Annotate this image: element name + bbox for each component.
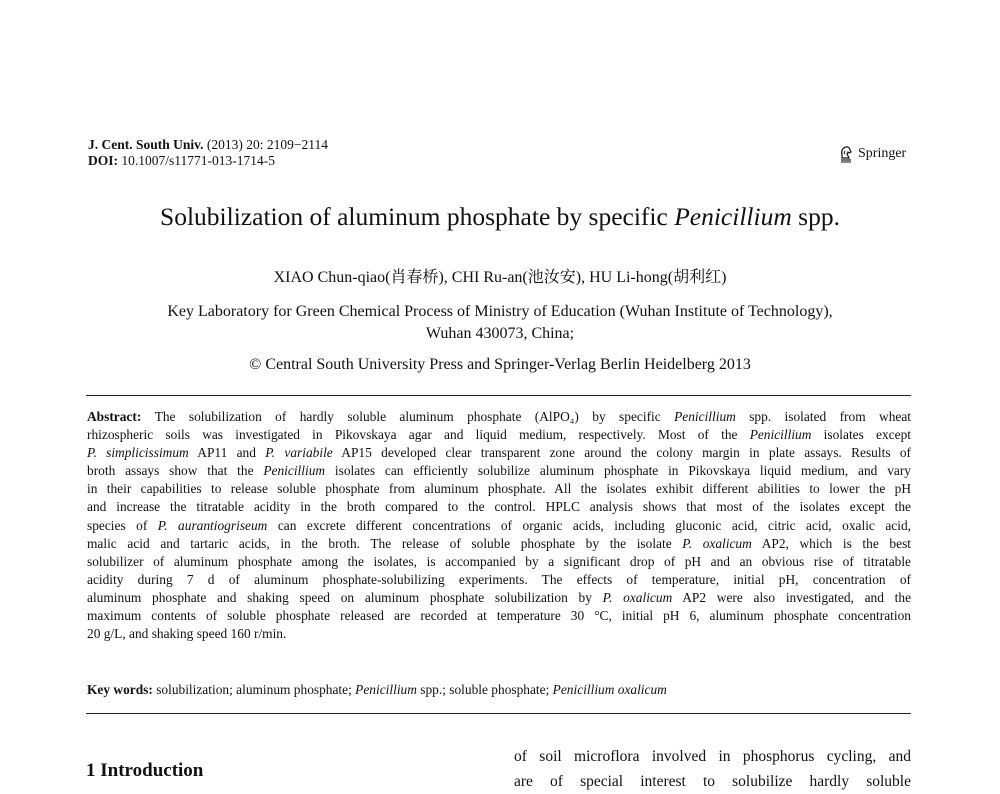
keywords-line: Key words: solubilization; aluminum phosphate; Penicillium spp.; soluble phosphate; Penicillium oxalicum: [87, 682, 667, 697]
right-column-text: [514, 744, 911, 794]
abstract-label: Abstract:: [87, 409, 155, 424]
copyright-notice: © Central South University Press and Springer-Verlag Berlin Heidelberg 2013: [249, 356, 751, 373]
abstract-block: [87, 408, 911, 643]
abstract-line: acidity during 7 d of aluminum phosphate-solubilizing experiments. The effects of temperature, initial pH, concentration of: [87, 571, 911, 587]
body-text-line: of soil microflora involved in phosphorus cycling, and: [514, 748, 911, 765]
journal-citation: [88, 137, 328, 169]
abstract-line: maximum contents of soluble phosphate released are recorded at temperature 30 °C, initial pH 6, aluminum phosphate concentration: [87, 608, 911, 624]
bottom-divider: [86, 713, 911, 714]
affiliation-line-1: Key Laboratory for Green Chemical Process of Ministry of Education (Wuhan Institute of Technology),: [167, 303, 833, 320]
paper-title: Solubilization of aluminum phosphate by specific Penicillium spp.: [160, 202, 840, 231]
journal-name: J. Cent. South Univ.: [88, 137, 204, 152]
springer-knight-icon: [838, 145, 854, 163]
doi-value[interactable]: 10.1007/s11771-013-1714-5: [121, 153, 275, 168]
doi-line: [88, 153, 328, 169]
publisher-logo: [838, 145, 906, 163]
section-heading-introduction: 1 Introduction: [86, 760, 204, 781]
top-divider: [86, 395, 911, 396]
abstract-line: rhizospheric soils was investigated in Pikovskaya agar and liquid medium, respectively. Most of the Penicillium isolates except: [87, 427, 911, 443]
abstract-line: 20 g/L, and shaking speed 160 r/min.: [87, 626, 287, 642]
journal-issue-line: [88, 137, 328, 153]
abstract-line: P. simplicissimum AP11 and P. variabile AP15 developed clear transparent zone around the colony margin in plate assays. Results of: [87, 445, 911, 461]
keywords-label: Key words:: [87, 682, 157, 697]
abstract-line: Abstract: The solubilization of hardly soluble aluminum phosphate (AlPO₄) by specific Penicillium spp. isolated from wheat: [87, 409, 911, 424]
journal-issue: (2013) 20: 2109−2114: [206, 137, 329, 152]
abstract-line: in their capabilities to release soluble phosphate from aluminum phosphate. All the isolates exhibit different abilities to lower the pH: [87, 481, 911, 497]
affiliation-line-2: Wuhan 430073, China;: [425, 325, 575, 342]
publisher-name: Springer: [858, 146, 907, 161]
abstract-line: malic acid and tartaric acids, in the broth. The release of soluble phosphate by the isolate P. oxalicum AP2, which is the best: [87, 535, 911, 551]
abstract-line: species of P. aurantiogriseum can excrete different concentrations of organic acids, including gluconic acid, citric acid, oxalic acid,: [87, 517, 911, 533]
abstract-line: and increase the titratable acidity in the broth compared to the control. HPLC analysis shows that most of the isolates except the: [87, 499, 911, 515]
affiliation: [0, 301, 1000, 345]
body-text-line: are of special interest to solubilize hardly soluble: [514, 773, 911, 790]
abstract-line: aluminum phosphate and shaking speed on aluminum phosphate solubilization by P. oxalicum AP2 were also investigated, and the: [87, 589, 912, 605]
doi-label: DOI:: [88, 153, 118, 168]
abstract-line: broth assays show that the Penicillium isolates can efficiently solubilize aluminum phosphate in Pikovskaya liquid medium, and vary: [87, 463, 911, 479]
author-list: XIAO Chun-qiao(肖春桥), CHI Ru-an(池汝安), HU Li-hong(胡利红): [273, 269, 727, 286]
abstract-line: solubilizer of aluminum phosphate among the isolates, is accompanied by a significant drop of pH and an obvious rise of titratable: [87, 553, 911, 569]
